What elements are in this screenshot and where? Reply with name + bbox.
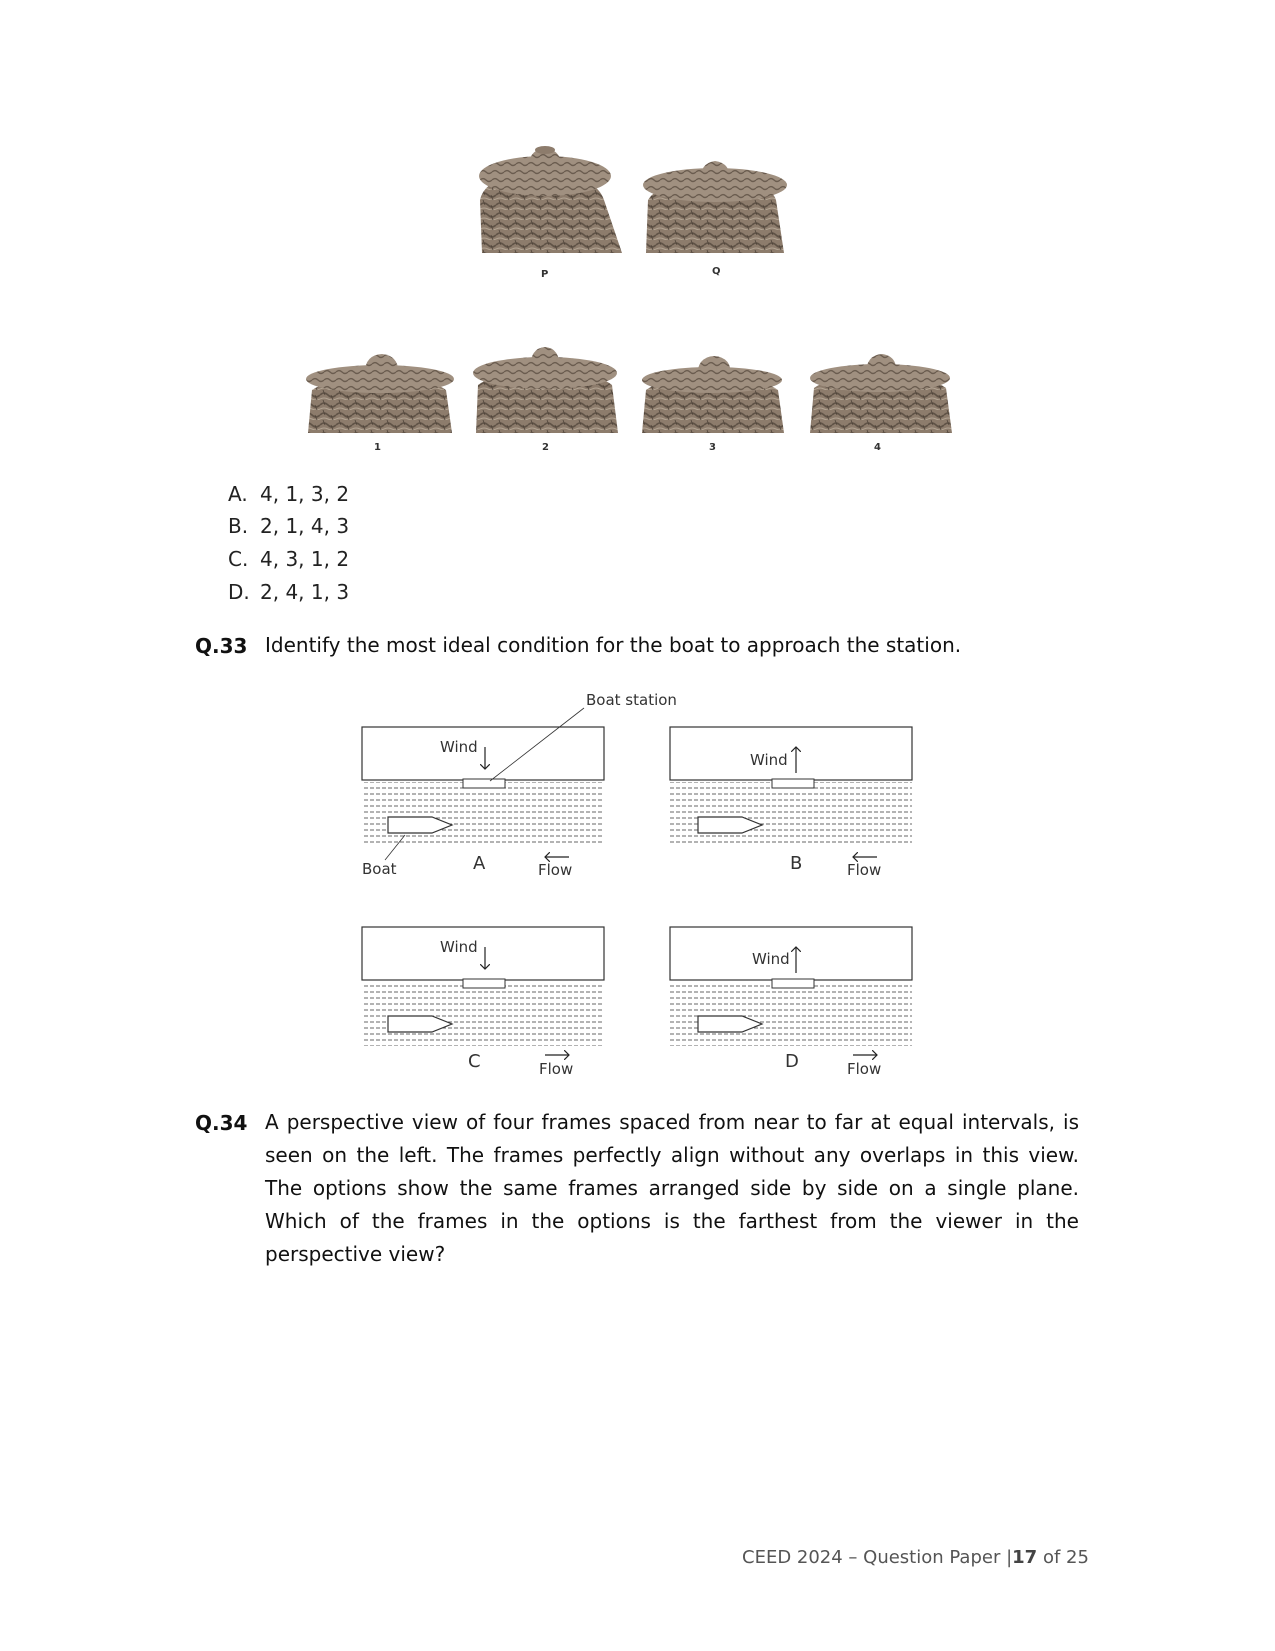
boat-station-label: Boat station <box>586 691 677 709</box>
option-letter: B. <box>228 514 249 538</box>
boat-station <box>772 779 814 788</box>
option-letter: C. <box>228 547 249 571</box>
boat-station <box>463 979 505 988</box>
page-footer <box>742 1547 1089 1568</box>
footer-of-text: of 25 <box>1042 1547 1089 1568</box>
basket-label-2: 2 <box>542 442 549 453</box>
panel-a-flow-label: Flow <box>538 861 573 879</box>
basket-label-q: Q <box>712 266 721 277</box>
basket-4-image <box>810 354 952 433</box>
panel-b-flow-label: Flow <box>847 861 882 879</box>
land-rect <box>362 927 604 980</box>
panel-a-wind-label: Wind <box>440 738 478 756</box>
basket-2-image <box>473 347 618 433</box>
panel-c-flow-label: Flow <box>539 1060 574 1078</box>
land-rect <box>362 727 604 780</box>
basket-3-image <box>642 356 784 433</box>
panel-b-letter: B <box>790 853 803 874</box>
boat-label: Boat <box>362 860 397 878</box>
panel-d-letter: D <box>785 1051 799 1072</box>
option-d[interactable] <box>228 580 349 604</box>
land-rect <box>670 927 912 980</box>
panel-b <box>670 727 912 857</box>
basket-1-image <box>306 354 454 433</box>
basket-images <box>0 0 1275 460</box>
water-area <box>670 982 912 1046</box>
basket-label-3: 3 <box>709 442 716 453</box>
panel-d-wind-label: Wind <box>752 950 790 968</box>
panel-a-letter: A <box>473 853 486 874</box>
panel-c <box>362 927 604 1055</box>
option-text: 4, 1, 3, 2 <box>260 482 350 506</box>
panel-b-wind-label: Wind <box>750 751 788 769</box>
option-text: 2, 4, 1, 3 <box>260 580 350 604</box>
option-letter: D. <box>228 580 250 604</box>
option-text: 4, 3, 1, 2 <box>260 547 350 571</box>
panel-c-letter: C <box>468 1051 481 1072</box>
q33-number: Q.33 <box>195 634 248 658</box>
panel-d-flow-label: Flow <box>847 1060 882 1078</box>
basket-p-image <box>479 146 622 253</box>
option-a[interactable] <box>228 482 349 506</box>
water-area <box>362 782 604 846</box>
footer-page-number: 17 <box>1012 1547 1038 1568</box>
footer-text: CEED 2024 – Question Paper | <box>742 1547 1013 1568</box>
water-area <box>362 982 604 1046</box>
basket-q-image <box>643 161 787 253</box>
boat-station <box>772 979 814 988</box>
panel-a <box>362 708 604 860</box>
boat-station <box>463 779 505 788</box>
basket-label-1: 1 <box>374 442 381 453</box>
option-c[interactable] <box>228 547 349 571</box>
water-area <box>670 782 912 846</box>
land-rect <box>670 727 912 780</box>
option-text: 2, 1, 4, 3 <box>260 514 350 538</box>
boat-station-diagram <box>340 685 940 1085</box>
option-letter: A. <box>228 482 248 506</box>
q34-number: Q.34 <box>195 1111 248 1135</box>
panel-c-wind-label: Wind <box>440 938 478 956</box>
option-b[interactable] <box>228 514 349 538</box>
panel-d <box>670 927 912 1055</box>
basket-label-p: P <box>541 269 549 280</box>
basket-label-4: 4 <box>874 442 881 453</box>
q34-text: A perspective view of four frames spaced from near to far at equal intervals, is seen on the left. The frames perfectly align without any overlaps in this view. The options show the same frames arranged side by side on a single plane. Which of the frames in the options is the farthest from the viewer in the perspective view? <box>265 1110 1079 1266</box>
q33-text: Identify the most ideal condition for the boat to approach the station. <box>265 633 962 657</box>
